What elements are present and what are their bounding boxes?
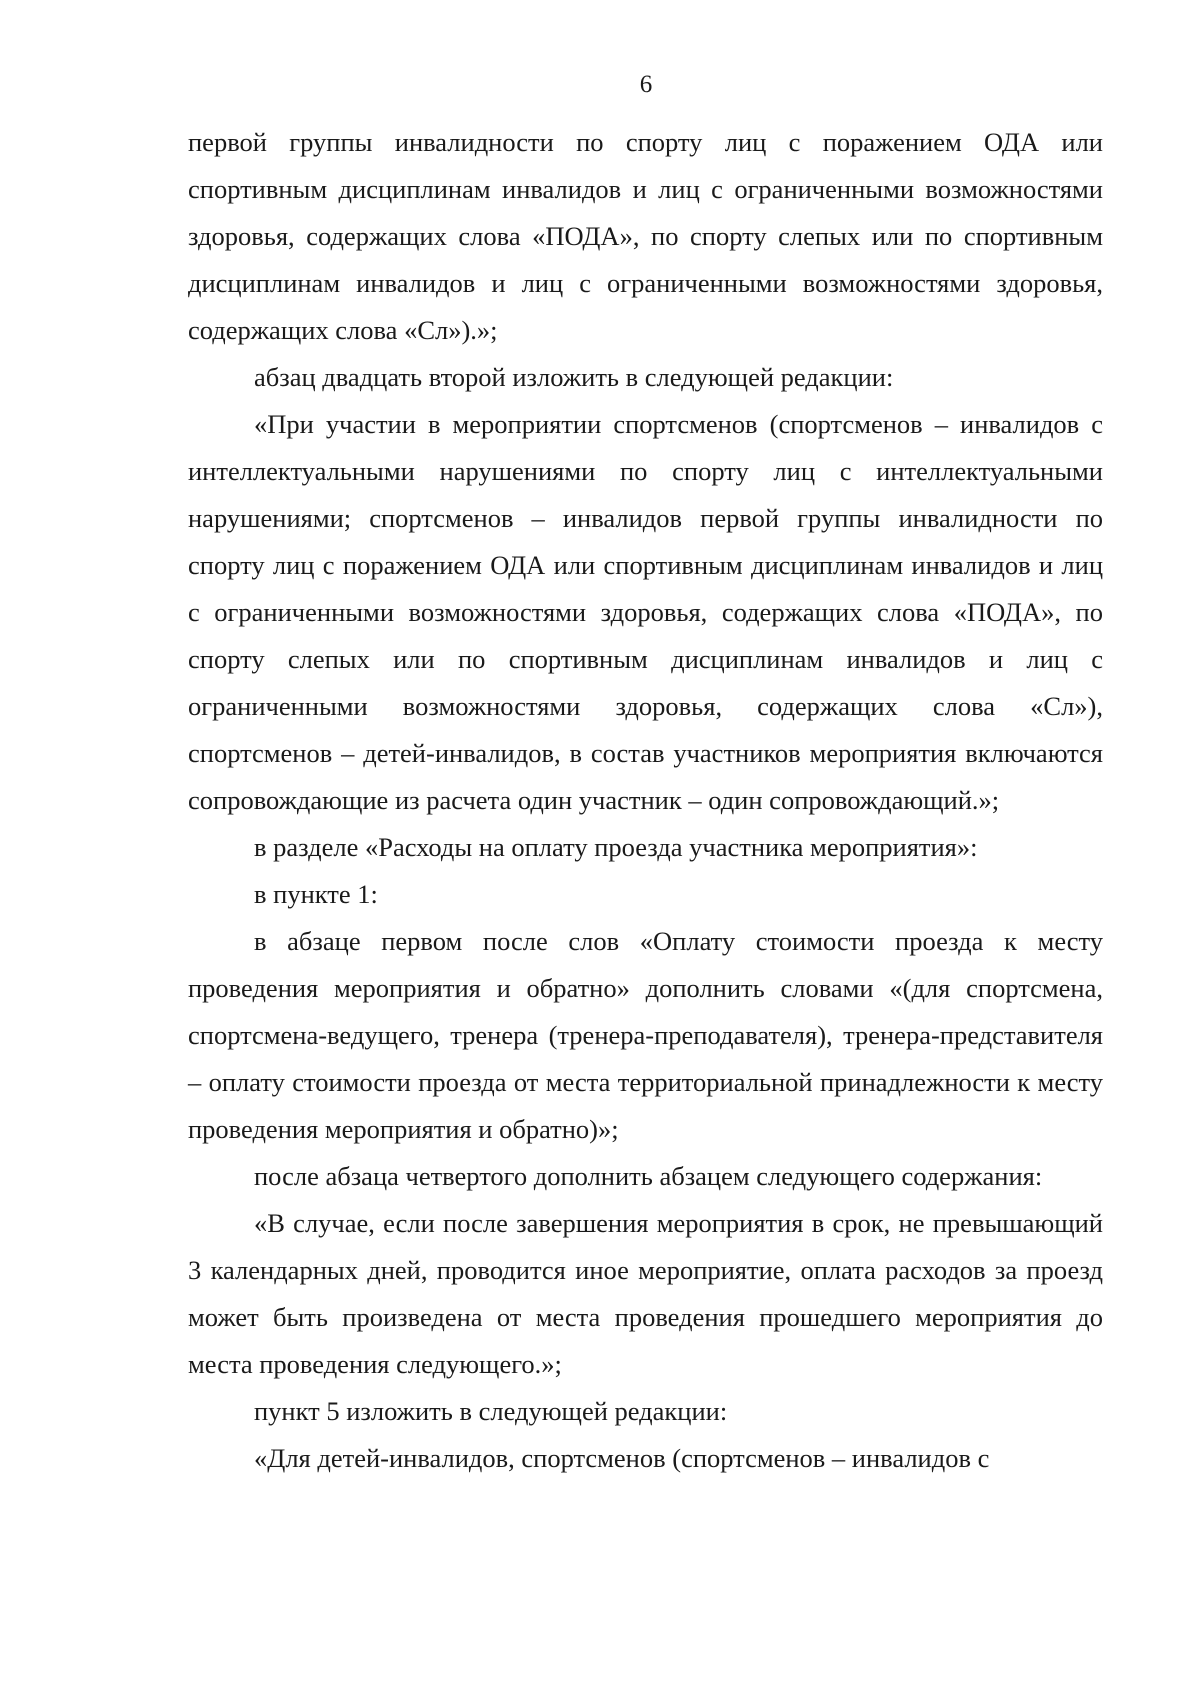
paragraph-continuation: первой группы инвалидности по спорту лиц с поражением ОДА или спортивным дисциплинам инвалидов и лиц с ограниченными возможностями здоровья, содержащих слова «ПОДА», по спорту слепых или по спортивным дисциплинам инвалидов и лиц с ограниченными возможностями здоровья, содержащих слова «Сл»).»; xyxy=(188,127,1103,345)
document-body xyxy=(188,119,1103,1482)
paragraph-instruction: пункт 5 изложить в следующей редакции: xyxy=(254,1396,728,1426)
paragraph-instruction: после абзаца четвертого дополнить абзацем следующего содержания: xyxy=(254,1161,1043,1191)
paragraph-instruction: абзац двадцать второй изложить в следующей редакции: xyxy=(254,362,894,392)
page-number: 6 xyxy=(639,71,653,98)
paragraph-amendment-text: в абзаце первом после слов «Оплату стоимости проезда к месту проведения мероприятия и обратно» дополнить словами «(для спортсмена, спортсмена-ведущего, тренера (тренера-преподавателя), тренера-представителя – оплату стоимости проезда от места территориальной принадлежности к месту проведения мероприятия и обратно)»; xyxy=(188,926,1103,1144)
paragraph-section-reference: в разделе «Расходы на оплату проезда участника мероприятия»: xyxy=(254,832,978,862)
paragraph-quoted-amendment: «При участии в мероприятии спортсменов (спортсменов – инвалидов с интеллектуальными нарушениями по спорту лиц с интеллектуальными нарушениями; спортсменов – инвалидов первой группы инвалидности по спорту лиц с поражением ОДА или спортивным дисциплинам инвалидов и лиц с ограниченными возможностями здоровья, содержащих слова «ПОДА», по спорту слепых или по спортивным дисциплинам инвалидов и лиц с ограниченными возможностями здоровья, содержащих слова «Сл»), спортсменов – детей-инвалидов, в состав участников мероприятия включаются сопровождающие из расчета один участник – один сопровождающий.»; xyxy=(188,409,1103,815)
paragraph-quoted-amendment: «В случае, если после завершения мероприятия в срок, не превышающий 3 календарных дней, проводится иное мероприятие, оплата расходов за проезд может быть произведена от места проведения прошедшего мероприятия до места проведения следующего.»; xyxy=(188,1208,1103,1379)
paragraph-quoted-amendment: «Для детей-инвалидов, спортсменов (спортсменов – инвалидов с xyxy=(254,1443,990,1473)
paragraph-item-reference: в пункте 1: xyxy=(254,879,378,909)
